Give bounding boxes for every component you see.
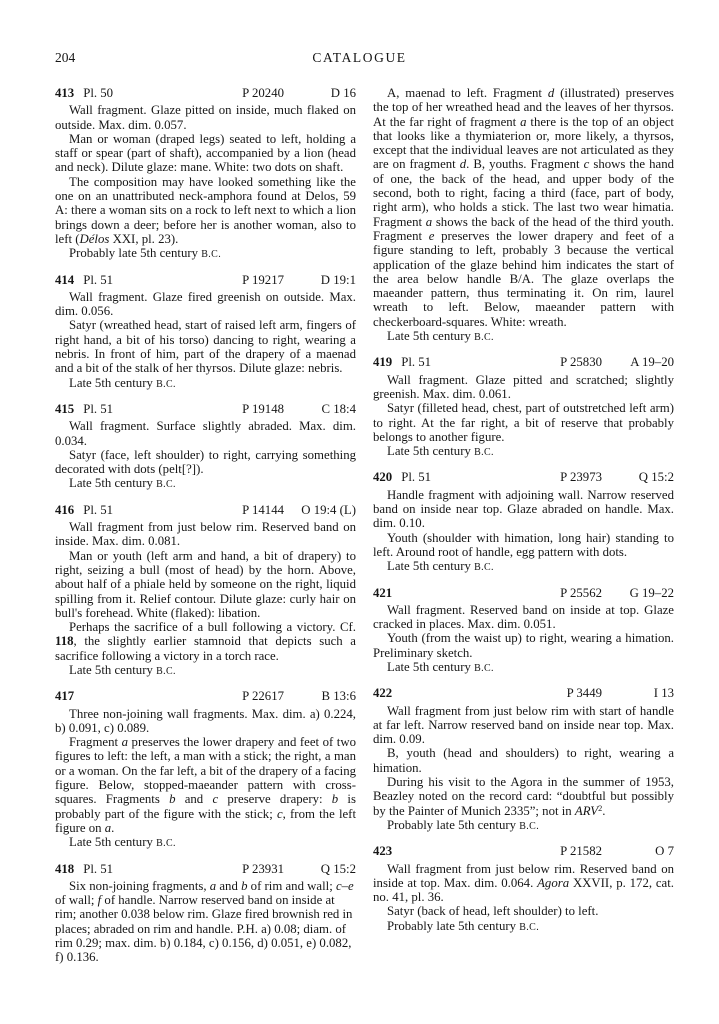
catalog-entry-421 — [373, 586, 674, 677]
entry-header — [55, 689, 356, 703]
entry-paragraph: Wall fragment from just below rim. Reserved band on inside at top. Max. dim. 0.064. Agora XXVII, p. 172, cat. no. 41, pl. 36. — [373, 861, 674, 905]
entry-header — [373, 355, 674, 369]
entry-number: 416 — [55, 502, 75, 517]
entry-paragraph: Youth (from the waist up) to right, wearing a himation. Preliminary sketch. — [373, 631, 674, 660]
catalog-entry-417 — [55, 689, 356, 851]
entry-number: 421 — [373, 585, 393, 600]
entry-paragraph: Man or youth (left arm and hand, a bit of drapery) to right, seizing a bull (most of head) by the horn. Above, about half of a phiale held by someone on the right, liquid spilling from it. Relief contour. Dilute glaze: curly hair on bull's forehead. White (flaked): libation. — [55, 548, 356, 620]
entry-header — [55, 862, 356, 876]
entry-paragraph: The composition may have looked something like the one on an unattributed neck-amphora found at Delos, 59 A: there a woman sits on a rock to left next to which a lion brings down a deer; before her is another woman, also to left (Délos XXI, pl. 23). — [55, 174, 356, 246]
entry-header — [55, 402, 356, 416]
running-head — [0, 50, 719, 68]
entry-plate-ref: Pl. 50 — [83, 86, 114, 100]
page-number: 204 — [55, 50, 76, 65]
entry-dateline: Probably late 5th century B.C. — [69, 246, 222, 261]
entry-paragraph: Perhaps the sacrifice of a bull following a victory. Cf. 118, the slightly earlier stamnoid that depicts such a sacrifice following a victory in a torch race. — [55, 620, 356, 663]
entry-grid-reference: A 19–20 — [630, 355, 674, 370]
entry-grid-reference: B 13:6 — [321, 689, 356, 704]
catalog-entry-416 — [55, 503, 356, 680]
entry-paragraph: Youth (shoulder with himation, long hair) standing to left. Around root of handle, egg pattern with dots. — [373, 530, 674, 559]
catalog-entry-418-continuation — [373, 86, 674, 345]
entry-inventory-number: P 19148 — [242, 401, 284, 416]
entry-paragraph: Wall fragment. Reserved band on inside at top. Glaze cracked in places. Max. dim. 0.051. — [373, 602, 674, 632]
entry-grid-reference: C 18:4 — [321, 401, 356, 416]
catalog-entry-419 — [373, 355, 674, 460]
entry-dateline: Late 5th century B.C. — [387, 559, 494, 574]
entry-dateline: Late 5th century B.C. — [69, 835, 176, 850]
entry-paragraph: Satyr (filleted head, chest, part of outstretched left arm) to right. At the far right, a bit of reserve that probably belongs to another figure. — [373, 401, 674, 444]
catalog-entry-418 — [55, 862, 356, 965]
entry-number: 414 — [55, 272, 75, 287]
entry-grid-reference: Q 15:2 — [638, 470, 674, 485]
entry-paragraph: Wall fragment. Surface slightly abraded. Max. dim. 0.034. — [55, 419, 356, 448]
entry-paragraph: Satyr (face, left shoulder) to right, carrying something decorated with dots (pelt[?]). — [55, 447, 356, 477]
entry-inventory-number: P 20240 — [242, 86, 284, 100]
entry-paragraph: Satyr (wreathed head, start of raised left arm, fingers of right hand, a bit of his torso) dancing to right, wearing a nebris. In front of him, part of the drapery of a maenad and a bit of the stalk of her thyrsos. Dilute glaze: nebris. — [55, 318, 356, 376]
entry-grid-reference: D 19:1 — [320, 272, 356, 287]
entry-paragraph: Wall fragment from just below rim. Reserved band on inside. Max. dim. 0.081. — [55, 520, 356, 549]
entry-header — [373, 686, 674, 700]
entry-plate-ref: Pl. 51 — [83, 272, 114, 287]
entry-plate-ref: Pl. 51 — [83, 502, 114, 517]
entry-paragraph: Wall fragment. Glaze fired greenish on outside. Max. dim. 0.056. — [55, 289, 356, 319]
entry-dateline: Probably late 5th century B.C. — [387, 817, 540, 832]
entry-paragraph: Six non-joining fragments, a and b of rim and wall; c–e of wall; f of handle. Narrow reserved band on inside at rim; another 0.038 below rim. Glaze fired brownish red in places; abraded on rim and handle. P.H. a) 0.08; diam. of rim 0.29; max. dim. b) 0.184, c) 0.156, d) 0.051, e) 0.082, f) 0.136. — [55, 878, 354, 965]
entry-plate-ref: Pl. 51 — [401, 470, 432, 485]
entry-number: 420 — [373, 470, 393, 485]
catalog-entry-413 — [55, 86, 356, 263]
entry-dateline: Late 5th century B.C. — [387, 329, 494, 344]
entry-inventory-number: P 25562 — [560, 585, 602, 600]
entry-inventory-number: P 23931 — [242, 861, 284, 876]
entry-number: 419 — [373, 355, 393, 370]
entry-paragraph: A, maenad to left. Fragment d (illustrated) preserves the top of her wreathed head and the leaves of her thyrsos. At the far right of fragment a there is the top of an object that looks like a thymiaterion or, more likely, a thyrsos, except that the individual leaves are not articulated as they are on fragment d. B, youths. Fragment c shows the hand of one, the back of the head, and upper body of the second, both to right, facing a third (face, part of body, right arm), who holds a stick. The last two wear himatia. Fragment a shows the back of the head of the third youth. Fragment e preserves the lower drapery and feet of a figure standing to left, probably 3 because the vertical application of the glaze behind him indicates the start of the area below handle B/A. The glaze overlaps the maeander pattern, thus terminating it. On rim, laurel wreath to left. Below, maeander pattern with checkerboard-squares. White: wreath. — [373, 86, 674, 329]
entry-inventory-number: P 23973 — [560, 470, 602, 485]
entry-header — [373, 586, 674, 600]
right-column — [373, 86, 674, 965]
entry-paragraph: During his visit to the Agora in the summer of 1953, Beazley noted on the record card: “doubtful but possibly by the Painter of Munich 2335”; not in ARV$^2$. — [373, 775, 674, 818]
entry-grid-reference: O 7 — [655, 844, 674, 859]
catalog-entry-420 — [373, 470, 674, 575]
catalog-entry-423 — [373, 844, 674, 935]
entry-plate-ref: Pl. 51 — [83, 861, 114, 876]
entry-grid-reference: G 19–22 — [629, 585, 674, 600]
entry-inventory-number: P 19217 — [242, 272, 284, 287]
entry-dateline: Probably late 5th century B.C. — [387, 918, 540, 933]
entry-grid-reference: D 16 — [330, 86, 356, 100]
entry-number: 413 — [55, 86, 75, 100]
entry-dateline: Late 5th century B.C. — [69, 662, 176, 677]
entry-dateline: Late 5th century B.C. — [69, 375, 176, 390]
entry-paragraph: Man or woman (draped legs) seated to left, holding a staff or spear (part of shaft), accompanied by a lion (head and neck). Dilute glaze: mane. White: two dots on shaft. — [55, 131, 356, 175]
entry-number: 415 — [55, 401, 75, 416]
entry-paragraph: Three non-joining wall fragments. Max. dim. a) 0.224, b) 0.091, c) 0.089. — [55, 706, 356, 735]
entry-paragraph: Wall fragment. Glaze pitted and scratched; slightly greenish. Max. dim. 0.061. — [373, 372, 674, 401]
entry-grid-reference: I 13 — [653, 686, 674, 701]
entry-paragraph: Wall fragment from just below rim with start of handle at far left. Narrow reserved band on inside near top. Max. dim. 0.09. — [373, 703, 674, 747]
running-head-title: CATALOGUE — [312, 50, 407, 65]
entry-plate-ref: Pl. 51 — [401, 355, 432, 370]
entry-grid-reference: O 19:4 (L) — [301, 502, 356, 517]
entry-inventory-number: P 22617 — [242, 689, 284, 704]
entry-plate-ref: Pl. 51 — [83, 401, 114, 416]
entry-header — [373, 470, 674, 484]
entry-dateline: Late 5th century B.C. — [387, 444, 494, 459]
catalog-entry-422 — [373, 686, 674, 834]
entry-inventory-number: P 25830 — [560, 355, 602, 370]
entry-number: 423 — [373, 844, 393, 859]
entry-dateline: Late 5th century B.C. — [69, 476, 176, 491]
entry-number: 417 — [55, 689, 75, 704]
entry-dateline: Late 5th century B.C. — [387, 659, 494, 674]
entry-number: 422 — [373, 686, 393, 701]
entry-paragraph: B, youth (head and shoulders) to right, wearing a himation. — [373, 746, 674, 775]
left-column — [55, 86, 356, 965]
entry-header — [373, 844, 674, 858]
entry-header — [55, 273, 356, 287]
entry-header — [55, 86, 356, 100]
entry-paragraph: Satyr (back of head, left shoulder) to left. — [387, 904, 599, 919]
entry-inventory-number: P 14144 — [242, 502, 284, 517]
entry-number: 418 — [55, 861, 75, 876]
entry-grid-reference: Q 15:2 — [320, 861, 356, 876]
entry-inventory-number: P 3449 — [566, 686, 602, 701]
catalog-entry-415 — [55, 402, 356, 493]
entry-paragraph: Fragment a preserves the lower drapery and feet of two figures to left: the left, a man with a stick; the right, a man or a woman. On the far left, a bit of the drapery of a facing figure. Below, stopped-maeander pattern with cross-squares. Fragments b and c preserve drapery: b is probably part of the figure with the stick; c, from the left figure on a. — [55, 735, 357, 835]
text-block — [55, 86, 674, 965]
entry-paragraph: Handle fragment with adjoining wall. Narrow reserved band on inside near top. Glaze abraded on handle. Max. dim. 0.10. — [373, 487, 674, 531]
entry-header — [55, 503, 356, 517]
entry-inventory-number: P 21582 — [560, 844, 602, 859]
catalog-entry-414 — [55, 273, 356, 392]
entry-paragraph: Wall fragment. Glaze pitted on inside, much flaked on outside. Max. dim. 0.057. — [55, 103, 356, 132]
